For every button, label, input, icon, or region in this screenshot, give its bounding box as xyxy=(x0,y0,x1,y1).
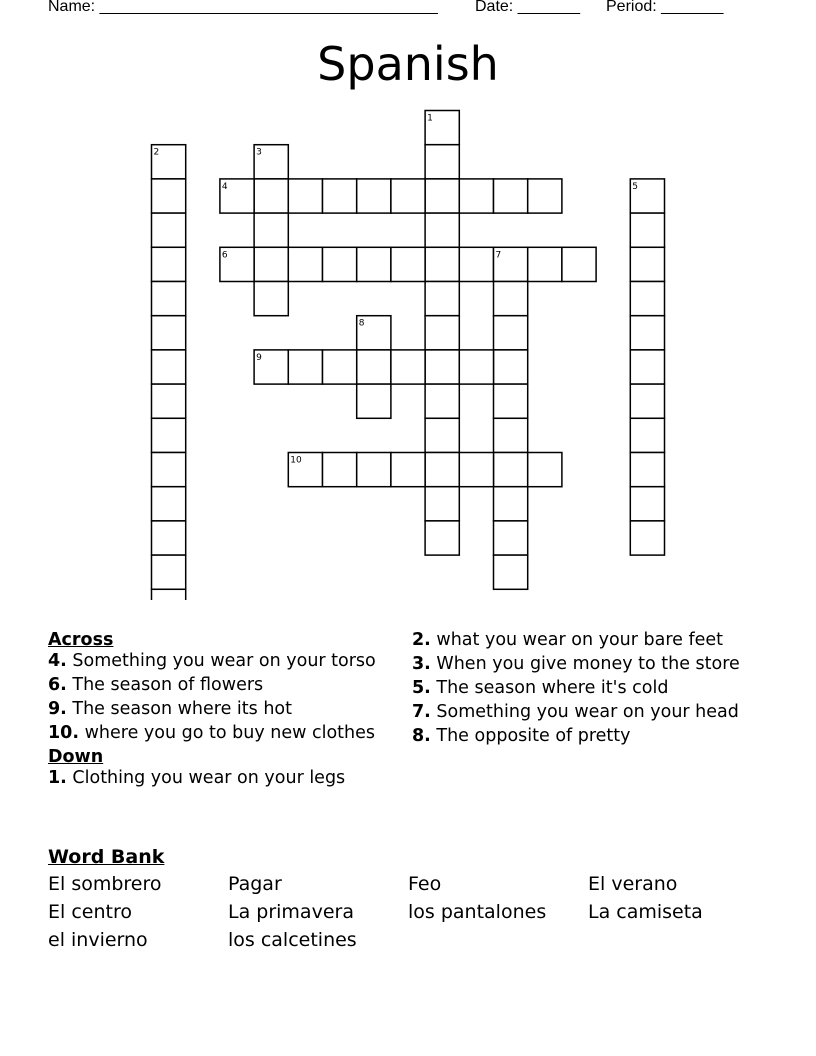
grid-cell[interactable] xyxy=(425,179,459,213)
date-field[interactable]: Date: _______ xyxy=(475,0,580,15)
grid-cell[interactable] xyxy=(254,179,288,213)
grid-cell[interactable] xyxy=(288,247,322,281)
clue-text: The season of flowers xyxy=(72,675,264,695)
page-title: Spanish xyxy=(317,37,499,91)
clues-right-column xyxy=(412,630,764,750)
down-clue xyxy=(412,678,764,699)
grid-cell[interactable] xyxy=(254,213,288,247)
grid-cell[interactable] xyxy=(630,487,664,521)
grid-cell[interactable] xyxy=(494,418,528,452)
grid-cell[interactable] xyxy=(630,453,664,487)
grid-cell[interactable] xyxy=(425,247,459,281)
grid-cell[interactable] xyxy=(630,384,664,418)
clue-number: 8. xyxy=(412,726,431,746)
grid-cell[interactable] xyxy=(425,418,459,452)
grid-cell[interactable] xyxy=(425,316,459,350)
grid-cell[interactable] xyxy=(425,145,459,179)
grid-cell[interactable] xyxy=(323,453,357,487)
word-bank-item: El centro xyxy=(48,901,132,923)
clue-text: Something you wear on your torso xyxy=(72,651,376,671)
clue-number-label: 8 xyxy=(358,318,365,329)
grid-cell[interactable] xyxy=(630,247,664,281)
grid-cell[interactable] xyxy=(391,179,425,213)
clue-number: 6. xyxy=(48,675,67,695)
word-bank-heading: Word Bank xyxy=(48,846,165,868)
grid-cell[interactable] xyxy=(425,282,459,316)
clue-number: 2. xyxy=(412,630,431,650)
word-bank-item: los calcetines xyxy=(228,929,357,951)
grid-cell[interactable] xyxy=(528,247,562,281)
grid-cell[interactable] xyxy=(323,179,357,213)
grid-cell[interactable] xyxy=(494,350,528,384)
word-bank-item: La primavera xyxy=(228,901,354,923)
grid-cell[interactable] xyxy=(152,213,186,247)
clue-number-label: 4 xyxy=(221,181,228,192)
word-bank-item: El sombrero xyxy=(48,873,162,895)
clue-number-label: 1 xyxy=(427,113,433,124)
grid-cell[interactable] xyxy=(152,316,186,350)
clue-number-label: 2 xyxy=(153,147,160,158)
grid-cell[interactable] xyxy=(357,247,391,281)
grid-cell[interactable] xyxy=(630,350,664,384)
clue-text: The season where it's cold xyxy=(436,678,669,698)
clue-number: 3. xyxy=(412,654,431,674)
grid-cell[interactable] xyxy=(254,247,288,281)
clue-number-label: 7 xyxy=(495,250,502,261)
grid-cell[interactable] xyxy=(357,384,391,418)
word-bank-item: Pagar xyxy=(228,873,282,895)
grid-cell[interactable] xyxy=(152,418,186,452)
grid-cell[interactable] xyxy=(494,282,528,316)
clue-text: The opposite of pretty xyxy=(436,726,631,746)
grid-cell[interactable] xyxy=(630,316,664,350)
grid-cell[interactable] xyxy=(391,350,425,384)
clue-text: Something you wear on your head xyxy=(436,702,739,722)
grid-cell[interactable] xyxy=(459,453,493,487)
clue-text: Clothing you wear on your legs xyxy=(72,768,346,788)
grid-cell[interactable] xyxy=(630,213,664,247)
period-field[interactable]: Period: _______ xyxy=(606,0,724,15)
across-clue xyxy=(48,651,400,672)
grid-cell[interactable] xyxy=(494,521,528,555)
grid-cell[interactable] xyxy=(425,453,459,487)
grid-cell[interactable] xyxy=(323,247,357,281)
grid-cell[interactable] xyxy=(152,350,186,384)
grid-cell[interactable] xyxy=(630,521,664,555)
grid-cell[interactable] xyxy=(288,179,322,213)
clue-number: 5. xyxy=(412,678,431,698)
grid-cell[interactable] xyxy=(152,555,186,589)
grid-cell[interactable] xyxy=(323,350,357,384)
grid-cell[interactable] xyxy=(391,247,425,281)
grid-cell[interactable] xyxy=(152,179,186,213)
down-clue xyxy=(48,768,400,789)
clue-number-label: 3 xyxy=(256,147,262,158)
clue-text: where you go to buy new clothes xyxy=(84,723,376,743)
grid-cell[interactable] xyxy=(152,384,186,418)
grid-cell[interactable] xyxy=(152,282,186,316)
grid-cell[interactable] xyxy=(459,350,493,384)
grid-cell[interactable] xyxy=(288,350,322,384)
down-clue xyxy=(412,630,764,651)
grid-cell[interactable] xyxy=(425,521,459,555)
grid-cell[interactable] xyxy=(494,453,528,487)
grid-cell[interactable] xyxy=(562,247,596,281)
grid-cell[interactable] xyxy=(425,350,459,384)
grid-cell[interactable] xyxy=(494,555,528,589)
down-clue xyxy=(412,702,764,723)
clue-number: 4. xyxy=(48,651,67,671)
down-clue xyxy=(412,654,764,675)
clues-left-column xyxy=(48,630,400,792)
grid-cell[interactable] xyxy=(254,282,288,316)
grid-cell[interactable] xyxy=(152,521,186,555)
clue-text: The season where its hot xyxy=(72,699,292,719)
clue-number-label: 9 xyxy=(256,352,262,363)
grid-cell[interactable] xyxy=(152,453,186,487)
grid-cell[interactable] xyxy=(357,350,391,384)
word-bank-item: El verano xyxy=(588,873,678,895)
grid-cell[interactable] xyxy=(528,179,562,213)
grid-cell[interactable] xyxy=(494,316,528,350)
clue-number-label: 10 xyxy=(290,455,302,466)
clue-number: 9. xyxy=(48,699,67,719)
across-clue xyxy=(48,675,400,696)
grid-cell[interactable] xyxy=(494,179,528,213)
grid-cell[interactable] xyxy=(391,453,425,487)
grid-cell[interactable] xyxy=(630,418,664,452)
clue-number: 7. xyxy=(412,702,431,722)
word-bank xyxy=(48,874,768,951)
grid-cell[interactable] xyxy=(357,179,391,213)
grid-cell[interactable] xyxy=(152,589,186,600)
name-field[interactable]: Name: ______________________________________ xyxy=(48,0,438,15)
grid-cell[interactable] xyxy=(152,487,186,521)
down-heading: Down xyxy=(48,747,104,767)
grid-cell[interactable] xyxy=(425,213,459,247)
clue-number-label: 6 xyxy=(221,250,228,261)
down-clue xyxy=(412,726,764,747)
clue-text: When you give money to the store xyxy=(436,654,740,674)
grid-cell[interactable] xyxy=(494,384,528,418)
across-heading: Across xyxy=(48,630,114,650)
grid-cell[interactable] xyxy=(494,487,528,521)
grid-cell[interactable] xyxy=(425,384,459,418)
clue-number: 10. xyxy=(48,723,80,743)
grid-cell[interactable] xyxy=(357,453,391,487)
grid-cell[interactable] xyxy=(459,247,493,281)
clue-text: what you wear on your bare feet xyxy=(436,630,724,650)
grid-cell[interactable] xyxy=(528,453,562,487)
grid-cell[interactable] xyxy=(425,487,459,521)
word-bank-item: La camiseta xyxy=(588,901,703,923)
grid-cell[interactable] xyxy=(152,247,186,281)
clue-number-label: 5 xyxy=(632,181,639,192)
across-clue xyxy=(48,699,400,720)
word-bank-item: el invierno xyxy=(48,929,148,951)
grid-cell[interactable] xyxy=(630,282,664,316)
across-clue xyxy=(48,723,400,744)
word-bank-item: los pantalones xyxy=(408,901,547,923)
word-bank-item: Feo xyxy=(408,873,442,895)
grid-cell[interactable] xyxy=(459,179,493,213)
clue-number: 1. xyxy=(48,768,67,788)
